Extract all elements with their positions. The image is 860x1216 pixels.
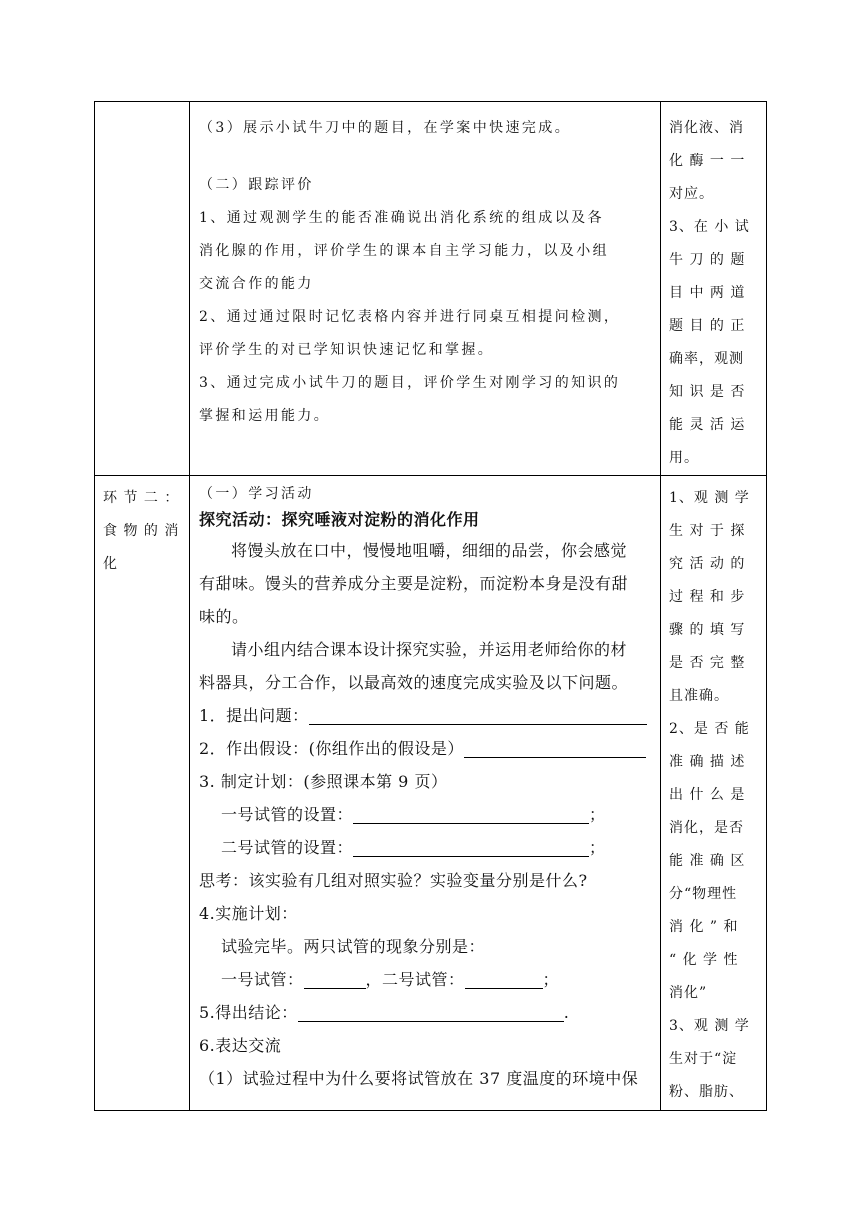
tube-label: 二号试管的设置：	[221, 838, 354, 857]
activity-title: 探究活动：探究唾液对淀粉的消化作用	[199, 510, 480, 529]
stage-cell	[95, 476, 190, 1111]
text-line: 用。	[669, 450, 699, 466]
text-line: 准 确 描 述	[669, 754, 746, 770]
text-line: 消化液、消	[669, 120, 744, 136]
evaluation-cell	[661, 476, 767, 1111]
text-line: 化 酶 一 一	[669, 153, 746, 169]
text-line: 2、通过通过限时记忆表格内容并进行同桌互相提问检测，	[199, 309, 621, 325]
period: .	[563, 1003, 570, 1022]
question-label: 5.得出结论：	[199, 1003, 298, 1022]
section-heading: （二）跟踪评价	[199, 177, 314, 193]
stage-label: 环 节 二 ：	[103, 490, 180, 506]
text-line: 对应。	[669, 186, 714, 202]
text-line: 消化腺的作用，评价学生的课本自主学习能力，以及小组	[199, 243, 609, 259]
text-line: “ 化 学 性	[669, 952, 739, 968]
text-line: 能 准 确 区	[669, 853, 746, 869]
text-line	[199, 145, 651, 169]
question-1	[199, 699, 651, 732]
text-line: （1）试验过程中为什么要将试管放在 37 度温度的环境中保	[199, 1069, 639, 1088]
text-line: 3. 制定计划：(参照课本第 9 页）	[199, 772, 448, 791]
text-line: （3）展示小试牛刀中的题目，在学案中快速完成。	[199, 120, 572, 136]
text-line: 味的。	[199, 607, 249, 626]
text-line: 交流合作的能力	[199, 276, 314, 292]
answer-blank[interactable]	[353, 840, 589, 857]
tube-1-setup	[199, 798, 651, 831]
answer-blank[interactable]	[298, 1005, 564, 1022]
answer-blank[interactable]	[309, 708, 647, 725]
text-line: 生 对 于 探	[669, 523, 746, 539]
stage-label: 食 物 的 消	[103, 523, 180, 539]
answer-blank[interactable]	[465, 972, 543, 989]
text-line: 过 程 和 步	[669, 589, 746, 605]
text-line: 且准确。	[669, 688, 729, 704]
text-line: 4.实施计划：	[199, 904, 298, 923]
text-line: 试验完毕。两只试管的现象分别是：	[221, 937, 486, 956]
table-row	[95, 476, 767, 1111]
answer-blank[interactable]	[304, 972, 366, 989]
stage-cell	[95, 102, 190, 476]
text-line: 3、观 测 学	[669, 1018, 750, 1034]
tube-2-setup	[199, 831, 651, 864]
text-line: 牛 刀 的 题	[669, 252, 746, 268]
semicolon: ；	[589, 805, 606, 824]
evaluation-cell	[661, 102, 767, 476]
question-label: 2．作出假设：(你组作出的假设是）	[199, 739, 464, 758]
table-row	[95, 102, 767, 476]
text-line: 消化”	[669, 985, 708, 1001]
text-line: 出 什 么 是	[669, 787, 746, 803]
text-line: 6.表达交流	[199, 1036, 282, 1055]
text-line: 消 化 ” 和	[669, 919, 739, 935]
answer-blank[interactable]	[464, 741, 646, 758]
text-line: 将馒头放在口中，慢慢地咀嚼，细细的品尝，你会感觉	[231, 541, 628, 560]
text-line: 骤 的 填 写	[669, 622, 746, 638]
lesson-plan-table	[94, 101, 767, 1111]
text-line: 消化，是否	[669, 820, 744, 836]
activity-cell	[190, 476, 661, 1111]
text-line: 是 否 完 整	[669, 655, 746, 671]
text-line: 目 中 两 道	[669, 285, 746, 301]
text-line: 确率，观测	[669, 351, 744, 367]
text-line: 思考：该实验有几组对照实验？实验变量分别是什么?	[199, 871, 588, 890]
tube-label: 一号试管的设置：	[221, 805, 354, 824]
text-line: 知 识 是 否	[669, 384, 746, 400]
text-line: 1、观 测 学	[669, 490, 750, 506]
text-line: 请小组内结合课本设计探究实验，并运用老师给你的材	[231, 640, 628, 659]
text-line: 2、是 否 能	[669, 721, 750, 737]
text-line: 料器具，分工合作，以最高效的速度完成实验及以下问题。	[199, 673, 629, 692]
text-line: 3、通过完成小试牛刀的题目，评价学生对刚学习的知识的	[199, 375, 621, 391]
stage-label: 化	[103, 556, 118, 572]
text-line: 有甜味。馒头的营养成分主要是淀粉，而淀粉本身是没有甜	[199, 574, 629, 593]
text-line: 掌握和运用能力。	[199, 408, 331, 424]
text-line: 粉、脂肪、	[669, 1084, 744, 1100]
result-label: 一号试管：	[221, 970, 304, 989]
text-line: 分“物理性	[669, 886, 738, 902]
semicolon: ；	[589, 838, 606, 857]
question-label: 1．提出问题：	[199, 706, 309, 725]
question-5	[199, 996, 651, 1029]
activity-cell	[190, 102, 661, 476]
semicolon: ；	[542, 970, 560, 989]
text-line: 生对于“淀	[669, 1051, 738, 1067]
section-heading: （一）学习活动	[199, 486, 314, 502]
text-line: 究 活 动 的	[669, 556, 746, 572]
result-label: ，二号试管：	[365, 970, 465, 989]
text-line: 能 灵 活 运	[669, 417, 746, 433]
text-line: 题 目 的 正	[669, 318, 746, 334]
tube-results	[199, 963, 651, 996]
text-line: 3、在 小 试	[669, 219, 750, 235]
text-line: 评价学生的对已学知识快速记忆和掌握。	[199, 342, 495, 358]
question-2	[199, 732, 651, 765]
text-line: 1、通过观测学生的能否准确说出消化系统的组成以及各	[199, 210, 604, 226]
answer-blank[interactable]	[353, 807, 589, 824]
